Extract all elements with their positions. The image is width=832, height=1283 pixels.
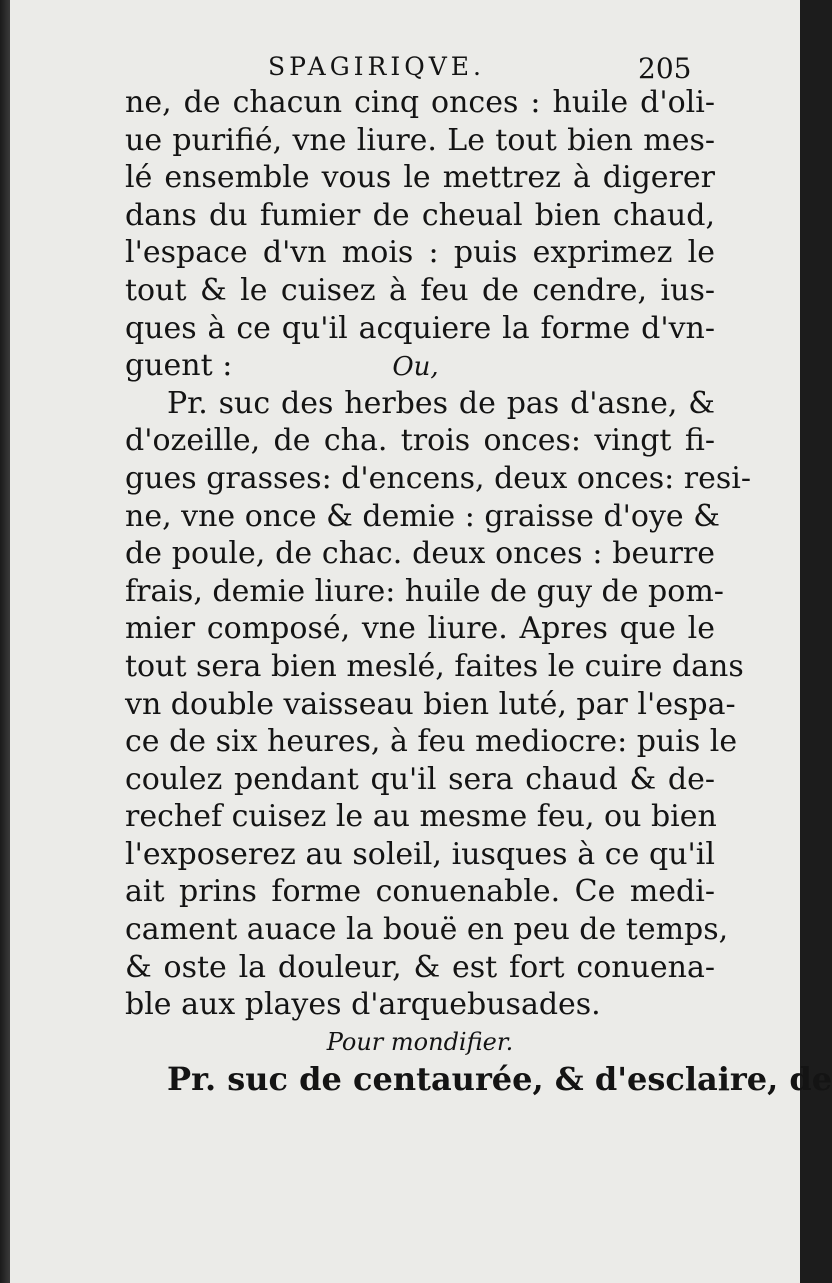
text-line: lé ensemble vous le mettrez à digerer	[125, 160, 715, 196]
text-line: Pr. suc de centaurée, & d'esclaire, de	[167, 1060, 832, 1099]
text-line: vn double vaisseau bien luté, par l'espa-	[125, 686, 736, 722]
text-line: l'exposerez au soleil, iusques à ce qu'il	[125, 836, 715, 872]
running-title: SPAGIRIQVE.	[268, 52, 485, 81]
section-heading: Pour mondifier.	[326, 1027, 514, 1056]
paragraph-end-text: guent :	[125, 348, 233, 384]
text-line: mier composé, vne liure. Apres que le	[125, 611, 715, 647]
text-line: ce de six heures, à feu mediocre: puis le	[125, 724, 738, 760]
text-line	[125, 347, 715, 385]
text-line: frais, demie liure: huile de guy de pom-	[125, 573, 724, 609]
body-text	[125, 84, 832, 1099]
text-line: ne, de chacun cinq onces : huile d'oli-	[125, 85, 715, 120]
text-line: tout sera bien meslé, faites le cuire dans	[125, 648, 744, 684]
book-page	[10, 0, 832, 1283]
page-gutter-shadow	[0, 0, 10, 1283]
text-line: ue purifié, vne liure. Le tout bien mes-	[125, 122, 715, 158]
text-line: cament auace la bouë en peu de temps,	[125, 912, 729, 948]
text-line: & oste la douleur, & est fort conuena-	[125, 949, 715, 985]
text-line: ne, vne once & demie : graisse d'oye &	[125, 498, 720, 534]
text-line: rechef cuisez le au mesme feu, ou bien	[125, 799, 717, 835]
text-line: de poule, de chac. deux onces : beurre	[125, 536, 715, 572]
text-line: Pr. suc des herbes de pas d'asne, &	[167, 385, 715, 421]
text-line: coulez pendant qu'il sera chaud & de-	[125, 761, 715, 797]
text-line: dans du fumier de cheual bien chaud,	[125, 197, 715, 233]
text-line: gues grasses: d'encens, deux onces: resi-	[125, 460, 752, 496]
text-line: l'espace d'vn mois : puis exprimez le	[125, 235, 715, 271]
text-line: tout & le cuisez à feu de cendre, ius-	[125, 272, 715, 308]
text-line: ble aux playes d'arquebusades.	[125, 987, 601, 1023]
page-number: 205	[638, 52, 692, 85]
text-line: d'ozeille, de cha. trois onces: vingt fi-	[125, 423, 715, 459]
connector-word: Ou,	[392, 352, 439, 383]
text-line: ques à ce qu'il acquiere la forme d'vn-	[125, 310, 715, 346]
text-line: ait prins forme conuenable. Ce medi-	[125, 874, 715, 910]
